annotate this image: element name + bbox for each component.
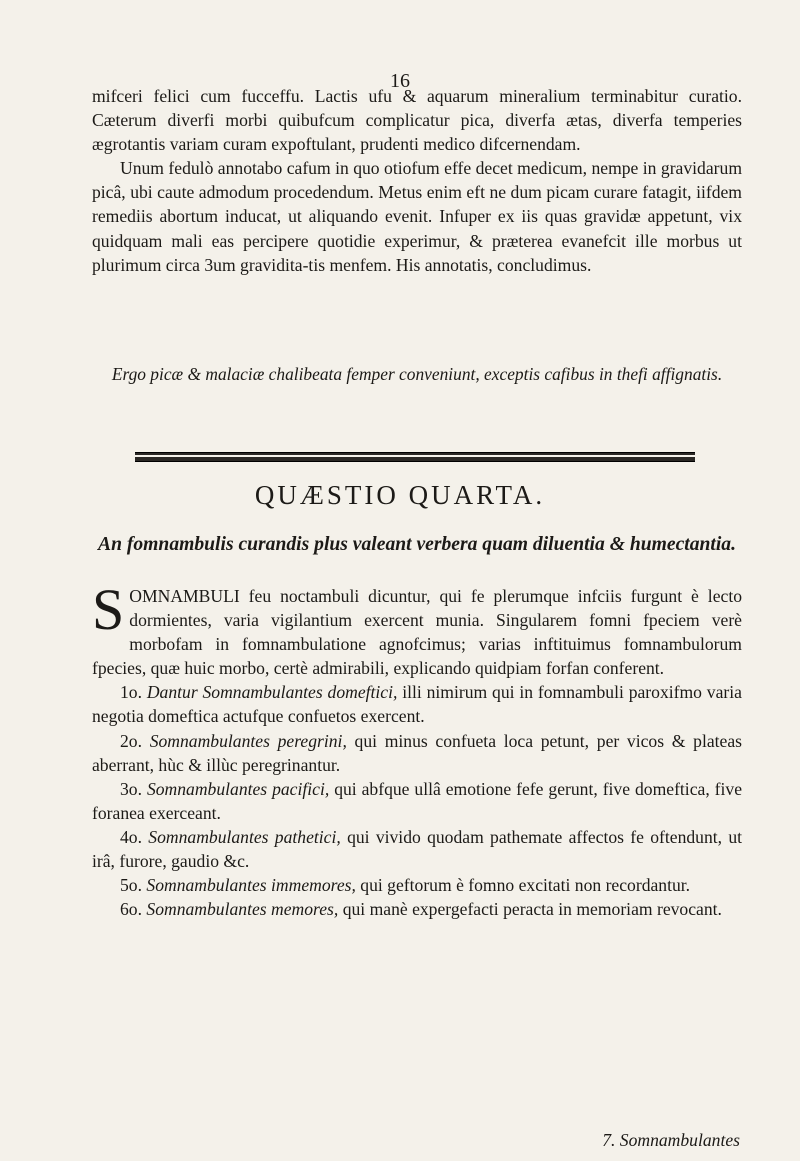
question-heading: QUÆSTIO QUARTA. bbox=[254, 480, 546, 510]
list-item: 3o. Somnambulantes pacifici, qui abfque ullâ emotione fefe gerunt, five domeftica, five foranea exerceant. bbox=[92, 778, 743, 823]
list-item: 6o. Somnambulantes memores, qui manè expergefacti peracta in memoriam revocant. bbox=[120, 899, 722, 920]
paragraph: mifceri felici cum fucceffu. Lactis ufu & aquarum mineralium terminabitur curatio. Cæterum diverfi morbi quibufcum complicatur pica, diverfa ætas, diverfa temperies ægrotantis variam curam expoftulant, prudenti medico difcernendam. bbox=[92, 86, 742, 155]
drop-cap: S bbox=[92, 577, 125, 642]
paragraph: Unum fedulò annotabo cafum in quo otiofum effe decet medicum, nempe in gravidarum picâ, ubi caute admodum procedendum. Metus enim eft ne dum picam curare fatagit, iifdem remediis abortum inducat, ut aliquando evenit. Infuper ex iis quas gravidæ appetunt, vix quidquam mali eas percipere quotidie experimur, & præterea evanefcit ille morbus ut plurimum circa 3um gravidita-tis menfem. His annotatis, concludimus. bbox=[92, 158, 742, 275]
question-body bbox=[92, 577, 743, 921]
list-item: 2o. Somnambulantes peregrini, qui minus confueta loca petunt, per vicos & plateas aberrant, hùc & illùc peregrinantur. bbox=[92, 730, 742, 775]
intro-paragraph bbox=[92, 577, 742, 680]
ornamental-rule bbox=[135, 452, 695, 462]
list-item: 4o. Somnambulantes pathetici, qui vivido quodam pathemate affectos fe oftendunt, ut irâ, furore, gaudio &c. bbox=[92, 826, 743, 872]
intro-text: OMNAMBULI feu noctambuli dicuntur, qui fe plerumque infciis furgunt è lecto dormientes, varia vigilantium exercent munia. Singularem fomni fpeciem verè morbofam in fomnambulatione agnofcimus; varias inftituimus fomnambulorum fpecies, quæ huic morbo, certè admirabili, explicando quidpiam forfan conferent. bbox=[92, 586, 742, 679]
opening-paragraphs bbox=[92, 84, 742, 277]
page-number: 16 bbox=[390, 70, 410, 92]
catchword: 7. Somnambulantes bbox=[602, 1130, 740, 1150]
question-title: An fomnambulis curandis plus valeant verbera quam diluentia & humectantia. bbox=[98, 534, 736, 555]
list-item: 1o. Dantur Somnambulantes domeftici, illi nimirum qui in fomnambuli paroxifmo varia negotia domeftica actufque confuetos exercent. bbox=[92, 682, 742, 727]
conclusion-thesis: Ergo picæ & malaciæ chalibeata femper conveniunt, exceptis cafibus in thefi affignatis. bbox=[111, 364, 723, 384]
list-item: 5o. Somnambulantes immemores, qui geftorum è fomno excitati non recordantur. bbox=[120, 875, 691, 896]
